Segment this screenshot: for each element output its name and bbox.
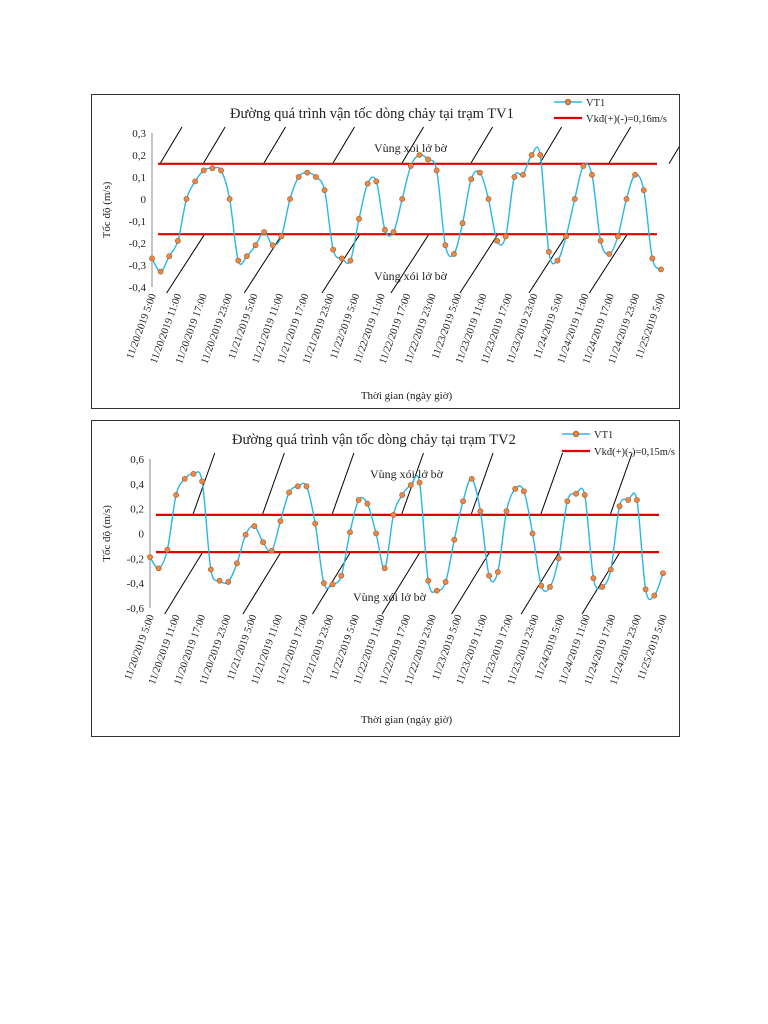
- data-point: [408, 482, 413, 487]
- data-point: [175, 238, 180, 243]
- data-point: [278, 518, 283, 523]
- y-tick-label: 0,2: [132, 150, 146, 162]
- x-tick-label: 11/21/2019 5:00: [226, 292, 261, 361]
- data-point: [260, 540, 265, 545]
- x-tick-label: 11/24/2019 5:00: [532, 292, 567, 361]
- data-point: [252, 523, 257, 528]
- hatch-line: [382, 552, 420, 614]
- legend-series-marker: [565, 99, 570, 104]
- x-tick-label: 11/20/2019 23:00: [198, 613, 234, 687]
- x-tick-label: 11/22/2019 11:00: [352, 613, 388, 687]
- x-tick-label: 11/25/2019 5:00: [633, 292, 668, 361]
- data-point: [200, 479, 205, 484]
- x-tick-label: 11/21/2019 17:00: [275, 613, 311, 687]
- data-point: [330, 582, 335, 587]
- data-point: [321, 581, 326, 586]
- data-point: [546, 249, 551, 254]
- data-point: [503, 234, 508, 239]
- x-tick-label: 11/21/2019 11:00: [250, 292, 287, 366]
- y-tick-label: -0,2: [126, 553, 144, 566]
- y-tick-label: -0,6: [126, 603, 144, 615]
- x-tick-label: 11/25/2019 5:00: [635, 613, 670, 682]
- legend-series-label: VT1: [586, 98, 606, 109]
- data-point: [226, 579, 231, 584]
- data-point: [513, 486, 518, 491]
- data-point: [615, 234, 620, 239]
- hatch-line: [332, 453, 354, 515]
- y-tick-label: -0,4: [126, 578, 144, 591]
- data-point: [573, 491, 578, 496]
- x-tick-label: 11/23/2019 5:00: [430, 292, 465, 361]
- data-point: [296, 174, 301, 179]
- data-point: [626, 497, 631, 502]
- data-point: [598, 238, 603, 243]
- data-point: [234, 561, 239, 566]
- hatch-line: [167, 234, 205, 293]
- y-tick-label: -0,4: [128, 282, 146, 294]
- data-point: [149, 256, 154, 261]
- data-point: [607, 251, 612, 256]
- data-point: [608, 567, 613, 572]
- hatch-line: [243, 552, 281, 614]
- data-point: [262, 229, 267, 234]
- chart-tv1: [92, 95, 679, 408]
- x-tick-label: 11/24/2019 17:00: [582, 613, 619, 687]
- x-tick-label: 11/23/2019 11:00: [454, 292, 490, 366]
- hatch-line: [262, 453, 284, 515]
- data-point: [347, 530, 352, 535]
- data-point: [287, 196, 292, 201]
- hatch-line: [582, 552, 620, 614]
- x-tick-label: 11/23/2019 17:00: [479, 292, 516, 366]
- data-point: [147, 554, 152, 559]
- x-axis-label: Thời gian (ngày giờ): [360, 390, 453, 402]
- zone-label-bottom: Vùng xói lở bờ: [374, 269, 448, 283]
- data-point: [408, 163, 413, 168]
- data-point: [269, 548, 274, 553]
- data-point: [539, 583, 544, 588]
- data-point: [660, 571, 665, 576]
- x-tick-label: 11/21/2019 23:00: [301, 292, 337, 366]
- data-point: [156, 566, 161, 571]
- data-point: [443, 579, 448, 584]
- data-point: [650, 256, 655, 261]
- chart-title: Đường quá trình vận tốc dòng chảy tại trạm TV1: [230, 106, 514, 122]
- data-point: [365, 501, 370, 506]
- data-point: [287, 490, 292, 495]
- x-tick-label: 11/21/2019 23:00: [300, 613, 337, 687]
- hatch-line: [160, 127, 182, 164]
- data-point: [295, 484, 300, 489]
- data-point: [217, 578, 222, 583]
- hatch-line: [244, 234, 282, 293]
- data-point: [400, 196, 405, 201]
- x-tick-label: 11/22/2019 5:00: [328, 613, 363, 682]
- hatch-line: [452, 552, 490, 614]
- data-point: [426, 578, 431, 583]
- y-tick-label: -0,2: [128, 238, 146, 250]
- y-tick-label: 0,1: [132, 172, 146, 184]
- data-point: [373, 531, 378, 536]
- data-point: [184, 196, 189, 201]
- data-point: [158, 269, 163, 274]
- y-tick-layer: [127, 454, 145, 615]
- x-tick-label: 11/24/2019 23:00: [608, 613, 645, 687]
- x-tick-label: 11/24/2019 11:00: [557, 613, 593, 687]
- data-point: [624, 196, 629, 201]
- data-point: [460, 499, 465, 504]
- data-point: [391, 229, 396, 234]
- hatch-line: [589, 234, 627, 293]
- data-point: [305, 170, 310, 175]
- data-point: [589, 172, 594, 177]
- x-tick-label: 11/22/2019 23:00: [403, 292, 439, 366]
- x-tick-label: 11/20/2019 17:00: [174, 292, 210, 366]
- legend-threshold-label: Vkđ(+)(-)=0,15m/s: [594, 447, 675, 458]
- y-tick-label: 0,3: [132, 128, 146, 140]
- hatch-line: [264, 127, 286, 164]
- y-tick-label: 0: [138, 528, 144, 541]
- data-point: [538, 152, 543, 157]
- x-tick-label: 11/22/2019 23:00: [403, 613, 439, 687]
- data-point: [504, 509, 509, 514]
- data-point: [555, 258, 560, 263]
- chart-tv2: [92, 421, 679, 736]
- data-point: [643, 587, 648, 592]
- data-point: [244, 254, 249, 259]
- data-point: [478, 509, 483, 514]
- data-point: [591, 576, 596, 581]
- data-point: [201, 168, 206, 173]
- hatch-line: [541, 453, 563, 515]
- y-axis-label: Tốc độ (m/s): [101, 505, 113, 562]
- data-point: [434, 588, 439, 593]
- x-tick-label: 11/20/2019 5:00: [124, 292, 159, 361]
- x-tick-layer: [123, 613, 670, 686]
- data-point: [556, 556, 561, 561]
- threshold-layer: [156, 515, 659, 552]
- hatch-line: [333, 127, 355, 164]
- x-tick-label: 11/22/2019 17:00: [377, 292, 414, 366]
- data-point: [365, 181, 370, 186]
- data-point: [494, 238, 499, 243]
- y-tick-label: 0: [140, 194, 146, 206]
- data-point: [322, 188, 327, 193]
- x-tick-label: 11/24/2019 11:00: [555, 292, 592, 366]
- x-tick-label: 11/21/2019 5:00: [225, 613, 260, 682]
- data-point: [191, 471, 196, 476]
- data-point: [304, 484, 309, 489]
- data-point: [167, 254, 172, 259]
- x-tick-label: 11/20/2019 11:00: [146, 613, 183, 687]
- data-point: [313, 174, 318, 179]
- data-point: [469, 177, 474, 182]
- x-tick-label: 11/23/2019 23:00: [504, 292, 541, 366]
- data-point: [227, 196, 232, 201]
- x-tick-label: 11/23/2019 23:00: [505, 613, 542, 687]
- data-point: [600, 584, 605, 589]
- data-point: [495, 569, 500, 574]
- legend-series-marker: [573, 431, 578, 436]
- data-point: [236, 258, 241, 263]
- hatch-line: [471, 127, 493, 164]
- data-point: [547, 584, 552, 589]
- zone-label-top: Vùng xói lở bờ: [374, 141, 448, 155]
- data-point: [218, 168, 223, 173]
- x-tick-label: 11/23/2019 17:00: [480, 613, 516, 687]
- data-point: [487, 573, 492, 578]
- data-point: [331, 247, 336, 252]
- data-point: [253, 243, 258, 248]
- data-point: [210, 166, 215, 171]
- y-tick-label: 0,4: [130, 478, 144, 491]
- legend-series-label: VT1: [594, 430, 614, 441]
- hatch-line: [460, 234, 498, 293]
- hatch-line: [540, 127, 562, 164]
- data-point: [521, 489, 526, 494]
- data-point: [434, 168, 439, 173]
- data-point: [182, 476, 187, 481]
- zone-label-bottom: Vùng xói lở bờ: [353, 590, 427, 604]
- data-point: [582, 492, 587, 497]
- chart-panel-tv1: [91, 94, 680, 409]
- data-point: [512, 174, 517, 179]
- data-point: [173, 492, 178, 497]
- data-point: [339, 256, 344, 261]
- x-tick-label: 11/24/2019 17:00: [581, 292, 617, 366]
- data-point: [581, 163, 586, 168]
- x-tick-label: 11/21/2019 11:00: [249, 613, 286, 687]
- x-tick-label: 11/22/2019 11:00: [352, 292, 388, 366]
- data-point: [658, 267, 663, 272]
- data-point: [451, 251, 456, 256]
- y-tick-label: 0,2: [130, 503, 144, 516]
- data-point: [486, 196, 491, 201]
- data-point: [477, 170, 482, 175]
- data-point: [452, 537, 457, 542]
- data-point: [530, 531, 535, 536]
- data-point: [400, 492, 405, 497]
- legend: [554, 98, 667, 125]
- x-tick-label: 11/21/2019 17:00: [275, 292, 312, 366]
- x-tick-label: 11/23/2019 5:00: [430, 613, 465, 682]
- data-point: [382, 566, 387, 571]
- hatch-line: [669, 127, 679, 164]
- y-tick-label: -0,3: [128, 260, 146, 272]
- data-point: [633, 172, 638, 177]
- data-point: [279, 234, 284, 239]
- data-point: [374, 179, 379, 184]
- y-tick-label: 0,6: [130, 454, 144, 466]
- x-tick-label: 11/22/2019 5:00: [328, 292, 363, 361]
- data-point: [565, 499, 570, 504]
- data-point: [313, 521, 318, 526]
- x-tick-label: 11/20/2019 23:00: [199, 292, 236, 366]
- data-point: [443, 243, 448, 248]
- x-tick-label: 11/20/2019 17:00: [172, 613, 209, 687]
- data-point: [270, 243, 275, 248]
- x-tick-label: 11/23/2019 11:00: [454, 613, 491, 687]
- data-point: [425, 157, 430, 162]
- x-tick-layer: [125, 292, 668, 365]
- data-point: [572, 196, 577, 201]
- chart-title: Đường quá trình vận tốc dòng chảy tại trạm TV2: [232, 432, 516, 448]
- data-point: [564, 234, 569, 239]
- data-point: [208, 567, 213, 572]
- data-point: [617, 504, 622, 509]
- x-tick-label: 11/20/2019 5:00: [122, 613, 157, 682]
- chart-panel-tv2: [91, 420, 680, 737]
- data-point: [356, 216, 361, 221]
- data-point: [339, 573, 344, 578]
- x-tick-label: 11/24/2019 5:00: [533, 613, 568, 682]
- x-tick-label: 11/20/2019 11:00: [148, 292, 185, 366]
- data-point: [460, 221, 465, 226]
- y-tick-label: -0,1: [128, 216, 146, 228]
- hatch-line: [609, 127, 631, 164]
- hatch-line: [203, 127, 225, 164]
- series-layer: [147, 471, 665, 599]
- data-point: [641, 188, 646, 193]
- data-point: [391, 512, 396, 517]
- x-tick-label: 11/24/2019 23:00: [606, 292, 643, 366]
- zone-label-top: Vùng xói lở bờ: [370, 467, 444, 481]
- data-point: [165, 547, 170, 552]
- hatch-line: [165, 552, 203, 614]
- data-point: [382, 227, 387, 232]
- data-point: [652, 593, 657, 598]
- series-layer: [149, 147, 663, 274]
- hatch-line: [391, 234, 429, 293]
- data-point: [356, 497, 361, 502]
- data-point: [348, 258, 353, 263]
- y-tick-layer: [129, 128, 147, 294]
- x-tick-label: 11/22/2019 17:00: [377, 613, 414, 687]
- data-point: [529, 152, 534, 157]
- hatch-line: [193, 453, 215, 515]
- legend: [562, 430, 675, 458]
- data-point: [469, 476, 474, 481]
- data-point: [243, 532, 248, 537]
- y-axis-label: Tốc độ (m/s): [101, 181, 113, 239]
- data-point: [520, 172, 525, 177]
- legend-threshold-label: Vkđ(+)(-)=0,16m/s: [586, 114, 667, 125]
- x-axis-label: Thời gian (ngày giờ): [360, 714, 453, 726]
- data-point: [634, 497, 639, 502]
- data-point: [193, 179, 198, 184]
